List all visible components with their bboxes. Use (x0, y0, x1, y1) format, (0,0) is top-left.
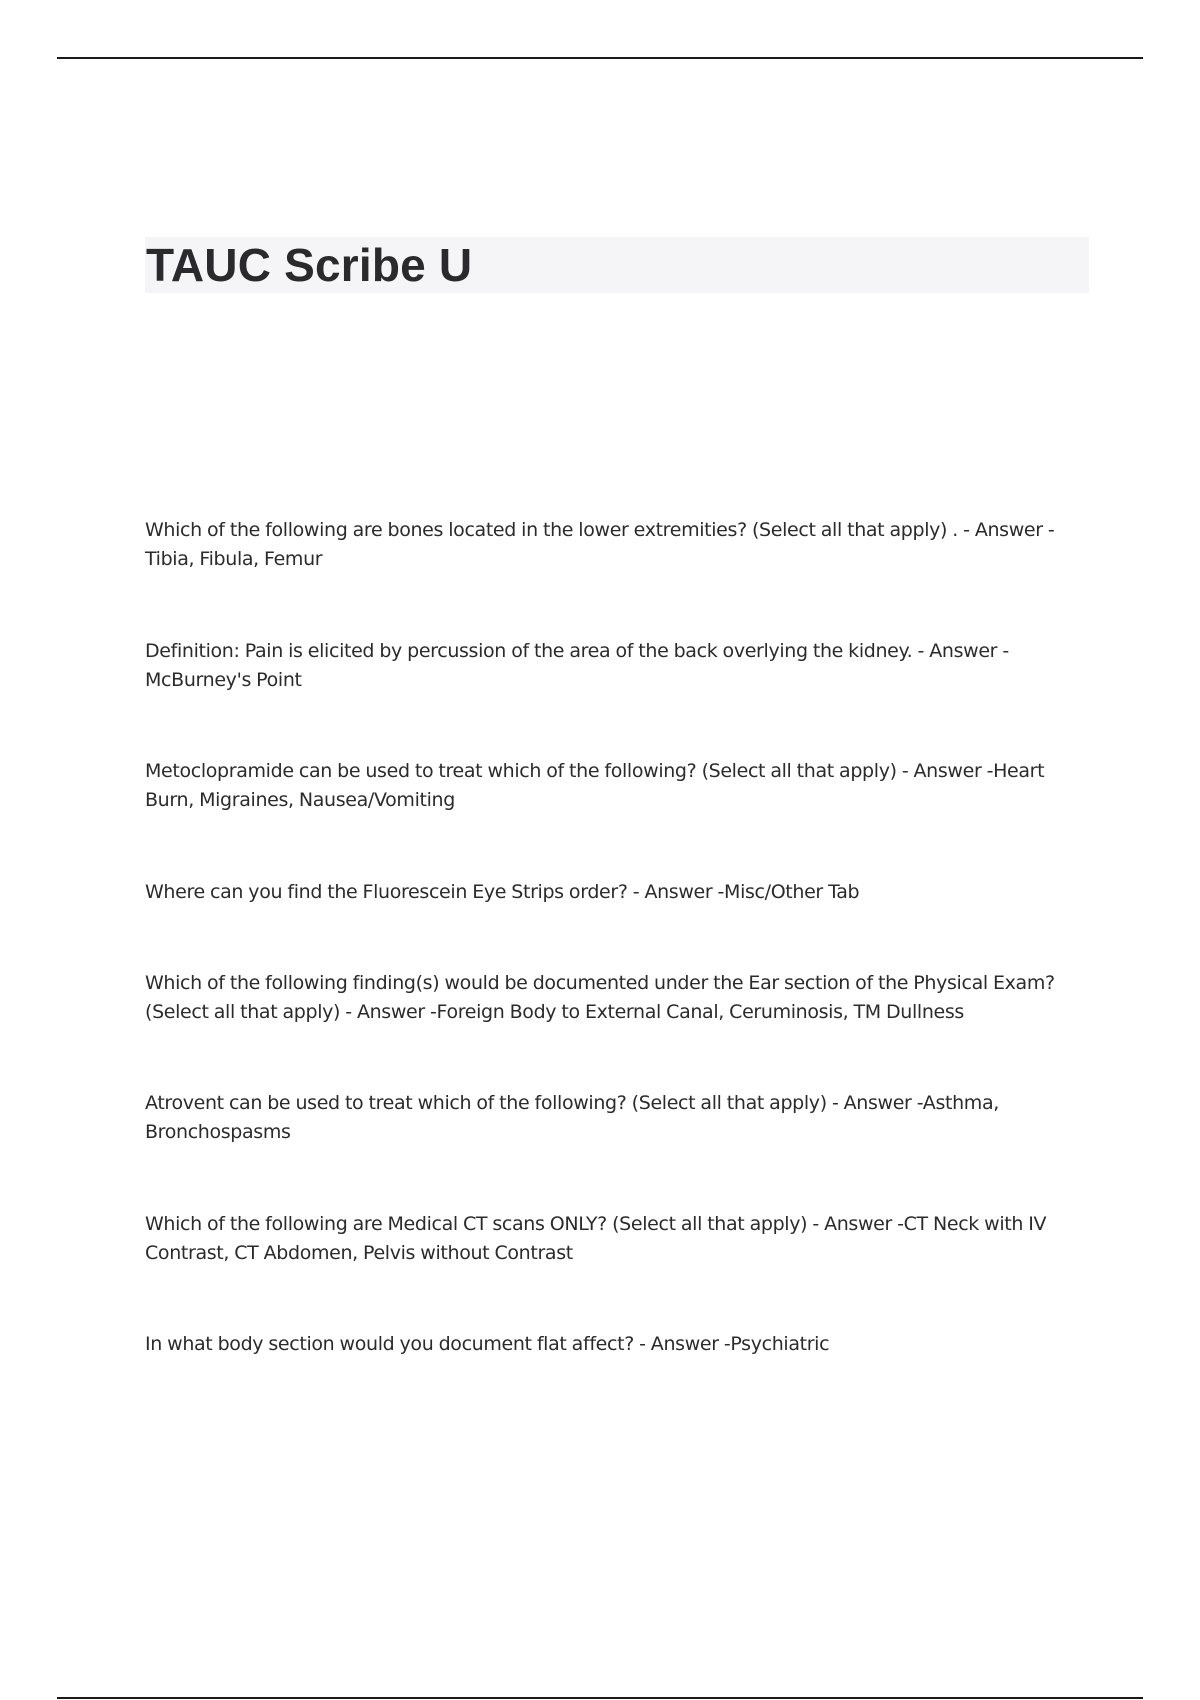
bottom-rule (57, 1697, 1143, 1699)
qa-item: Which of the following are bones located in the lower extremities? (Select all that apply) . - Answer -Tibia, Fibula, Femur (145, 519, 1055, 570)
qa-item: Atrovent can be used to treat which of the following? (Select all that apply) - Answer -Asthma, Bronchospasms (145, 1092, 999, 1143)
qa-item: Definition: Pain is elicited by percussion of the area of the back overlying the kidney. - Answer -McBurney's Point (145, 640, 1009, 691)
qa-item: In what body section would you document flat affect? - Answer -Psychiatric (145, 1333, 830, 1355)
document-title: TAUC Scribe U (146, 239, 473, 291)
qa-item: Metoclopramide can be used to treat which of the following? (Select all that apply) - Answer -Heart Burn, Migraines, Nausea/Vomiting (145, 760, 1045, 811)
qa-item: Where can you find the Fluorescein Eye Strips order? - Answer -Misc/Other Tab (145, 881, 860, 903)
top-rule (57, 57, 1143, 59)
qa-item: Which of the following are Medical CT scans ONLY? (Select all that apply) - Answer -CT Neck with IV Contrast, CT Abdomen, Pelvis without Contrast (145, 1213, 1047, 1264)
qa-item: Which of the following finding(s) would be documented under the Ear section of the Physical Exam? (Select all that apply) - Answer -Foreign Body to External Canal, Ceruminosis, TM Dullness (145, 972, 1055, 1023)
